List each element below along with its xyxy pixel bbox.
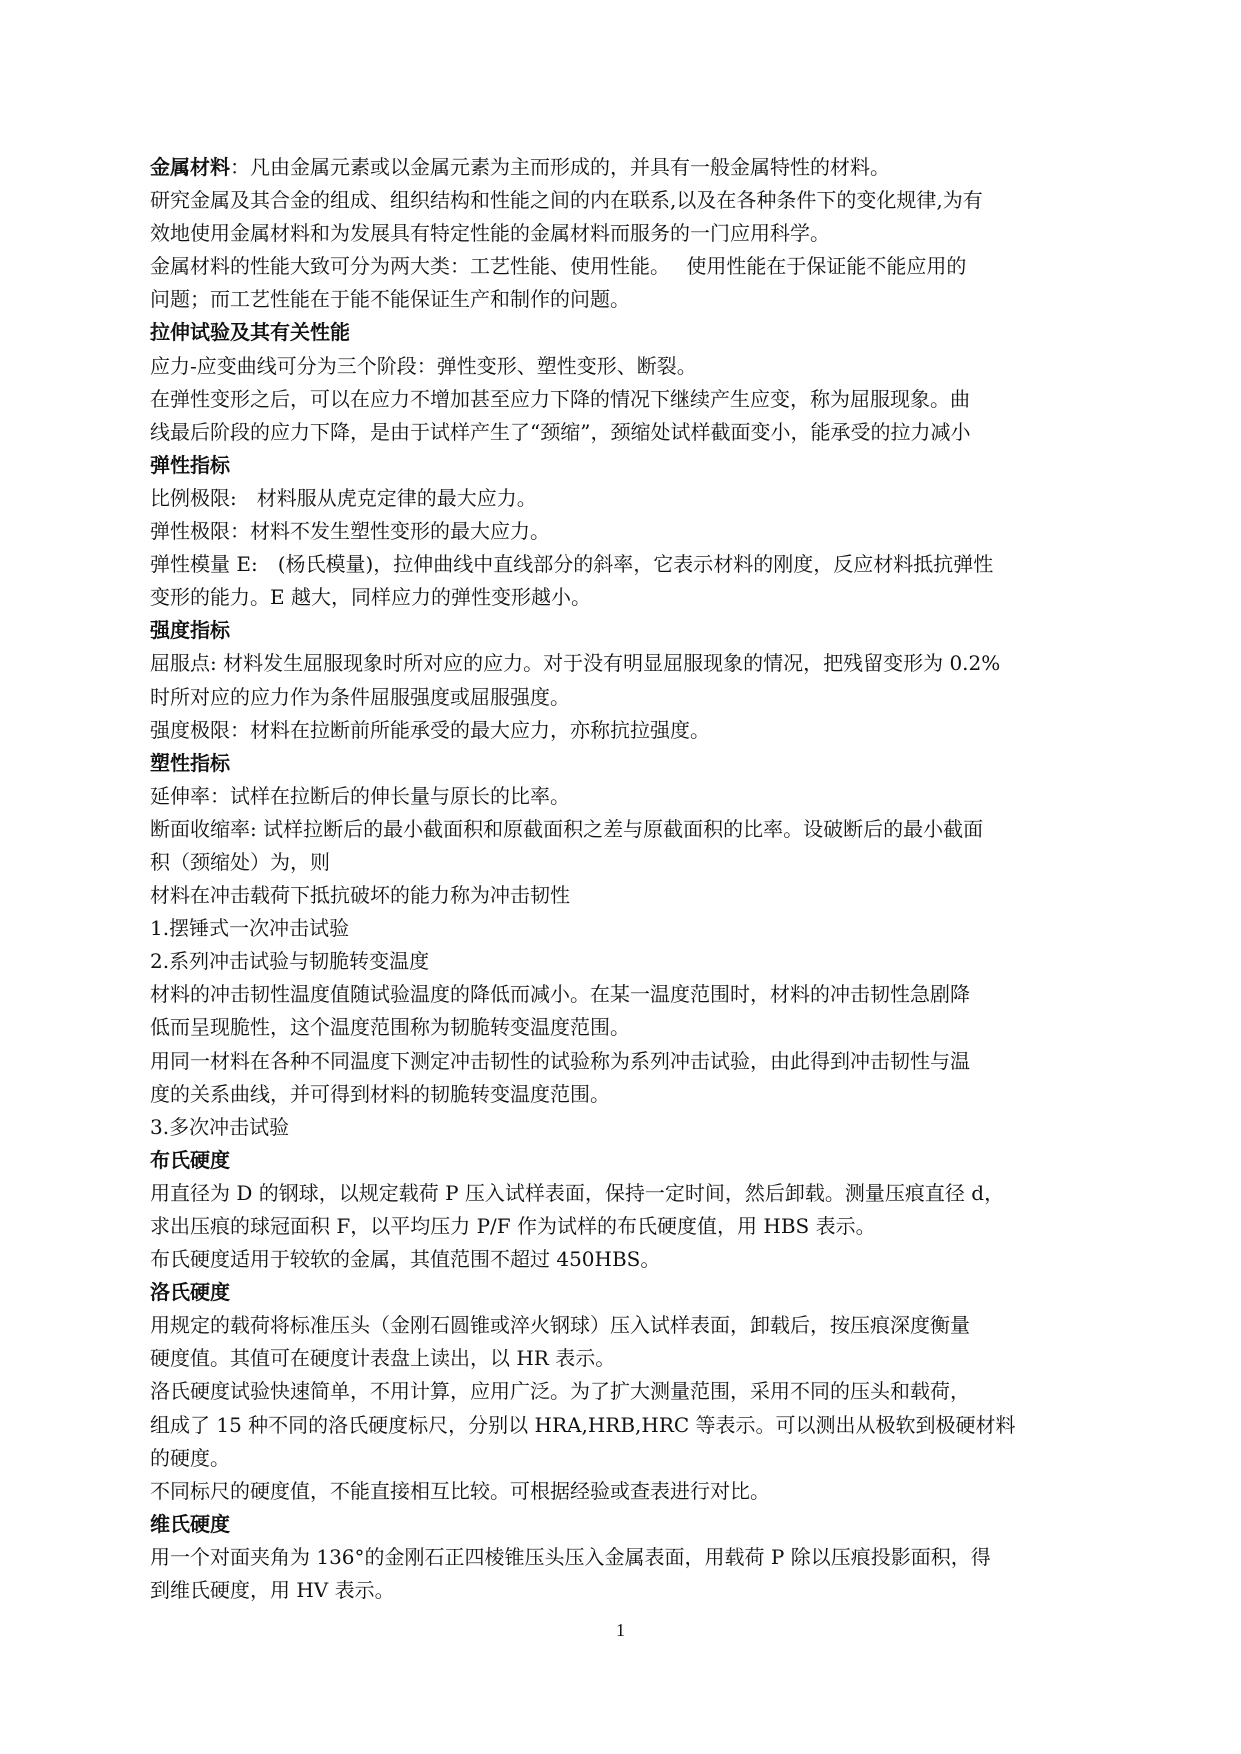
section-heading: 维氏硬度 <box>150 1511 230 1536</box>
paragraph-line: 硬度值。其值可在硬度计表盘上读出，以 HR 表示。 <box>150 1346 616 1371</box>
paragraph-line: 弹性极限：材料不发生塑性变形的最大应力。 <box>150 519 550 544</box>
paragraph-line: 研究金属及其合金的组成、组织结构和性能之间的内在联系,以及在各种条件下的变化规律,为有 <box>150 188 983 213</box>
paragraph-line: 用同一材料在各种不同温度下测定冲击韧性的试验称为系列冲击试验，由此得到冲击韧性与温 <box>150 1048 970 1073</box>
paragraph-line: 布氏硬度适用于较软的金属，其值范围不超过 450HBS。 <box>150 1247 661 1272</box>
page-number: 1 <box>616 1620 625 1640</box>
paragraph-line: 材料的冲击韧性温度值随试验温度的降低而减小。在某一温度范围时，材料的冲击韧性急剧降 <box>150 982 970 1007</box>
paragraph-line: 积（颈缩处）为，则 <box>150 849 330 874</box>
section-heading: 强度指标 <box>150 618 230 643</box>
paragraph-line: 效地使用金属材料和为发展具有特定性能的金属材料而服务的一门应用科学。 <box>150 221 830 246</box>
paragraph-line: 不同标尺的硬度值，不能直接相互比较。可根据经验或查表进行对比。 <box>150 1478 770 1503</box>
paragraph-line: 低而呈现脆性，这个温度范围称为韧脆转变温度范围。 <box>150 1015 630 1040</box>
paragraph-line: 线最后阶段的应力下降，是由于试样产生了“颈缩”，颈缩处试样截面变小，能承受的拉力减小 <box>150 419 971 444</box>
paragraph-line: 用规定的载荷将标准压头（金刚石圆锥或淬火钢球）压入试样表面，卸载后，按压痕深度衡量 <box>150 1313 970 1338</box>
section-heading: 塑性指标 <box>150 750 230 775</box>
paragraph-line: 时所对应的应力作为条件屈服强度或屈服强度。 <box>150 684 570 709</box>
section-heading: 洛氏硬度 <box>150 1280 230 1305</box>
paragraph-line: 求出压痕的球冠面积 F，以平均压力 P/F 作为试样的布氏硬度值，用 HBS 表示。 <box>150 1214 876 1238</box>
section-heading: 布氏硬度 <box>150 1147 230 1172</box>
paragraph-line: 在弹性变形之后，可以在应力不增加甚至应力下降的情况下继续产生应变，称为屈服现象。曲 <box>150 386 970 411</box>
term-label: 金属材料 <box>150 155 230 179</box>
paragraph-line: 2.系列冲击试验与韧脆转变温度 <box>150 949 430 974</box>
paragraph-line: 变形的能力。E 越大，同样应力的弹性变形越小。 <box>150 585 591 610</box>
paragraph-line: 用一个对面夹角为 136°的金刚石正四棱锥压头压入金属表面，用载荷 P 除以压痕投影面积，得 <box>150 1544 991 1569</box>
paragraph-line <box>150 151 1060 184</box>
paragraph-line: 断面收缩率: 试样拉断后的最小截面积和原截面积之差与原截面积的比率。设破断后的最小截面 <box>150 816 984 841</box>
section-heading: 弹性指标 <box>150 452 230 477</box>
paragraph-line: 1.摆锤式一次冲击试验 <box>150 916 350 941</box>
paragraph-line: 3.多次冲击试验 <box>150 1114 290 1139</box>
paragraph-line: 延伸率：试样在拉断后的伸长量与原长的比率。 <box>150 783 570 808</box>
paragraph-line: 的硬度。 <box>150 1445 230 1470</box>
paragraph-line: 度的关系曲线，并可得到材料的韧脆转变温度范围。 <box>150 1081 610 1106</box>
paragraph-line: 弹性模量 E: (杨氏模量)，拉伸曲线中直线部分的斜率，它表示材料的刚度，反应材料抵抗弹性 <box>150 552 994 577</box>
paragraph-line: 应力-应变曲线可分为三个阶段：弹性变形、塑性变形、断裂。 <box>150 353 697 378</box>
term-definition: ：凡由金属元素或以金属元素为主而形成的，并具有一般金属特性的材料。 <box>230 155 890 179</box>
paragraph-line: 材料在冲击载荷下抵抗破坏的能力称为冲击韧性 <box>150 883 570 908</box>
document-body <box>150 151 1060 1607</box>
paragraph-line: 洛氏硬度试验快速简单，不用计算，应用广泛。为了扩大测量范围，采用不同的压头和载荷， <box>150 1379 970 1404</box>
paragraph-line: 到维氏硬度，用 HV 表示。 <box>150 1578 395 1603</box>
paragraph-line: 强度极限：材料在拉断前所能承受的最大应力，亦称抗拉强度。 <box>150 717 710 742</box>
paragraph-line: 金属材料的性能大致可分为两大类：工艺性能、使用性能。 使用性能在于保证能不能应用的 <box>150 254 967 279</box>
paragraph-line: 问题；而工艺性能在于能不能保证生产和制作的问题。 <box>150 287 630 312</box>
paragraph-line: 用直径为 D 的钢球，以规定载荷 P 压入试样表面，保持一定时间，然后卸载。测量压痕直径 d， <box>150 1180 1005 1205</box>
paragraph-line: 比例极限: 材料服从虎克定律的最大应力。 <box>150 485 537 510</box>
paragraph-line: 组成了 15 种不同的洛氏硬度标尺，分别以 HRA,HRB,HRC 等表示。可以测出从极软到极硬材料 <box>150 1412 1016 1437</box>
paragraph-line: 屈服点: 材料发生屈服现象时所对应的应力。对于没有明显屈服现象的情况，把残留变形为 0.2% <box>150 651 1001 676</box>
section-heading: 拉伸试验及其有关性能 <box>150 320 350 345</box>
